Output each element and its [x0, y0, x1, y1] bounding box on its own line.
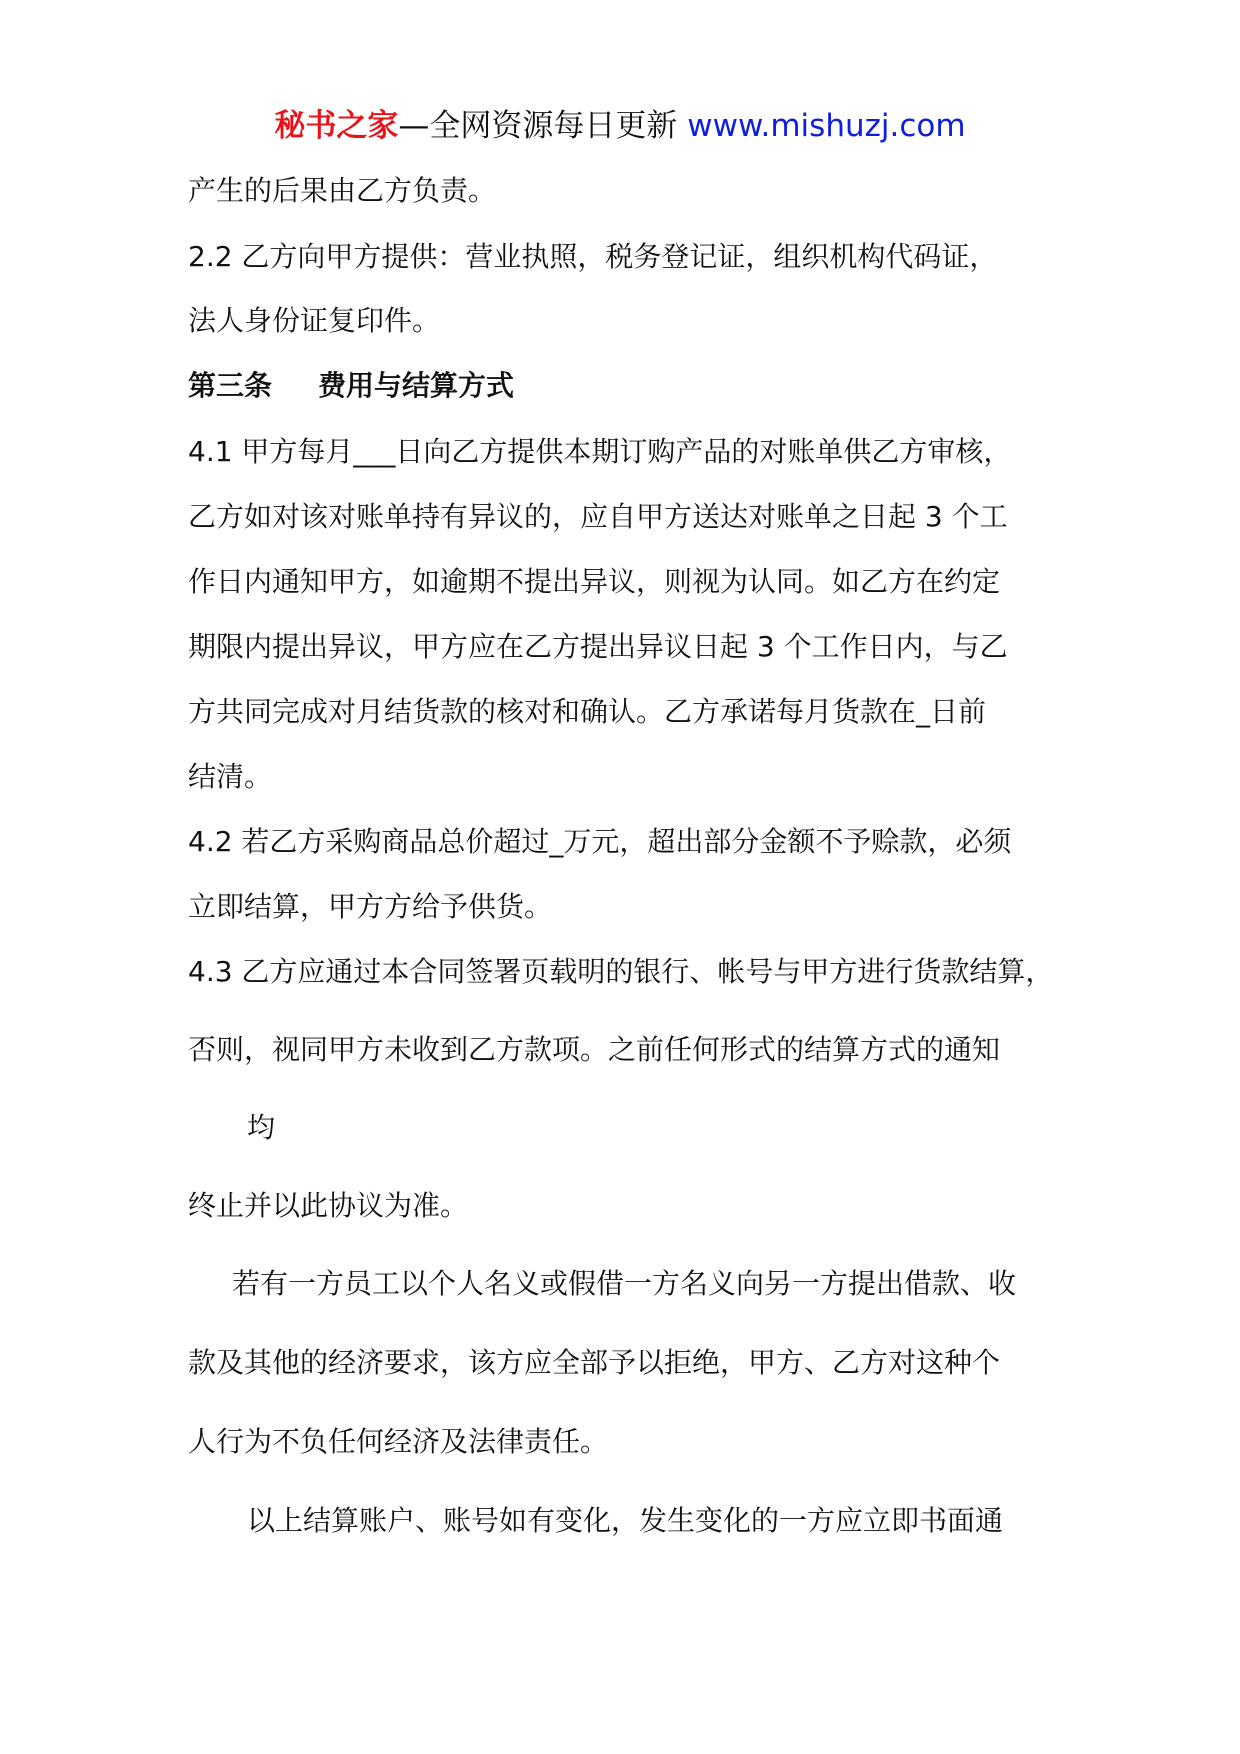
text-line: 均: [247, 1111, 276, 1144]
brand-name: 秘书之家: [274, 108, 399, 144]
text-line: 乙方如对该对账单持有异议的，应自甲方送达对账单之日起 3 个工: [188, 500, 1008, 533]
text-line: 法人身份证复印件。: [188, 304, 441, 337]
text-line: 4.2 若乙方采购商品总价超过_万元，超出部分金额不予赊款，必须: [188, 825, 1012, 858]
section-number: 第三条: [188, 369, 273, 402]
text-line: 4.3 乙方应通过本合同签署页载明的银行、帐号与甲方进行货款结算，: [188, 955, 1054, 988]
text-line: 方共同完成对月结货款的核对和确认。乙方承诺每月货款在_日前: [188, 695, 987, 728]
text-line: 作日内通知甲方，如逾期不提出异议，则视为认同。如乙方在约定: [188, 565, 1001, 598]
text-line: 若有一方员工以个人名义或假借一方名义向另一方提出借款、收: [232, 1267, 1017, 1300]
text-line: 2.2 乙方向甲方提供：营业执照，税务登记证，组织机构代码证，: [188, 240, 998, 273]
text-line: 人行为不负任何经济及法律责任。: [188, 1425, 609, 1458]
text-line: 产生的后果由乙方负责。: [188, 174, 497, 207]
section-heading: [188, 366, 1088, 406]
text-line: 终止并以此协议为准。: [188, 1189, 469, 1222]
text-line: 立即结算，甲方方给予供货。: [188, 890, 553, 923]
header-url[interactable]: www.mishuzj.com: [687, 108, 966, 144]
section-title: 费用与结算方式: [318, 369, 515, 402]
text-line: 结清。: [188, 760, 273, 793]
text-line: 以上结算账户、账号如有变化，发生变化的一方应立即书面通: [247, 1504, 1004, 1537]
text-line: 4.1 甲方每月___日向乙方提供本期订购产品的对账单供乙方审核，: [188, 435, 1012, 468]
header-slogan: —全网资源每日更新: [398, 108, 678, 144]
page-header: [0, 104, 1240, 148]
text-line: 期限内提出异议，甲方应在乙方提出异议日起 3 个工作日内，与乙: [188, 630, 1008, 663]
text-line: 款及其他的经济要求，该方应全部予以拒绝，甲方、乙方对这种个: [188, 1346, 1001, 1379]
text-line: 否则，视同甲方未收到乙方款项。之前任何形式的结算方式的通知: [188, 1033, 1001, 1066]
